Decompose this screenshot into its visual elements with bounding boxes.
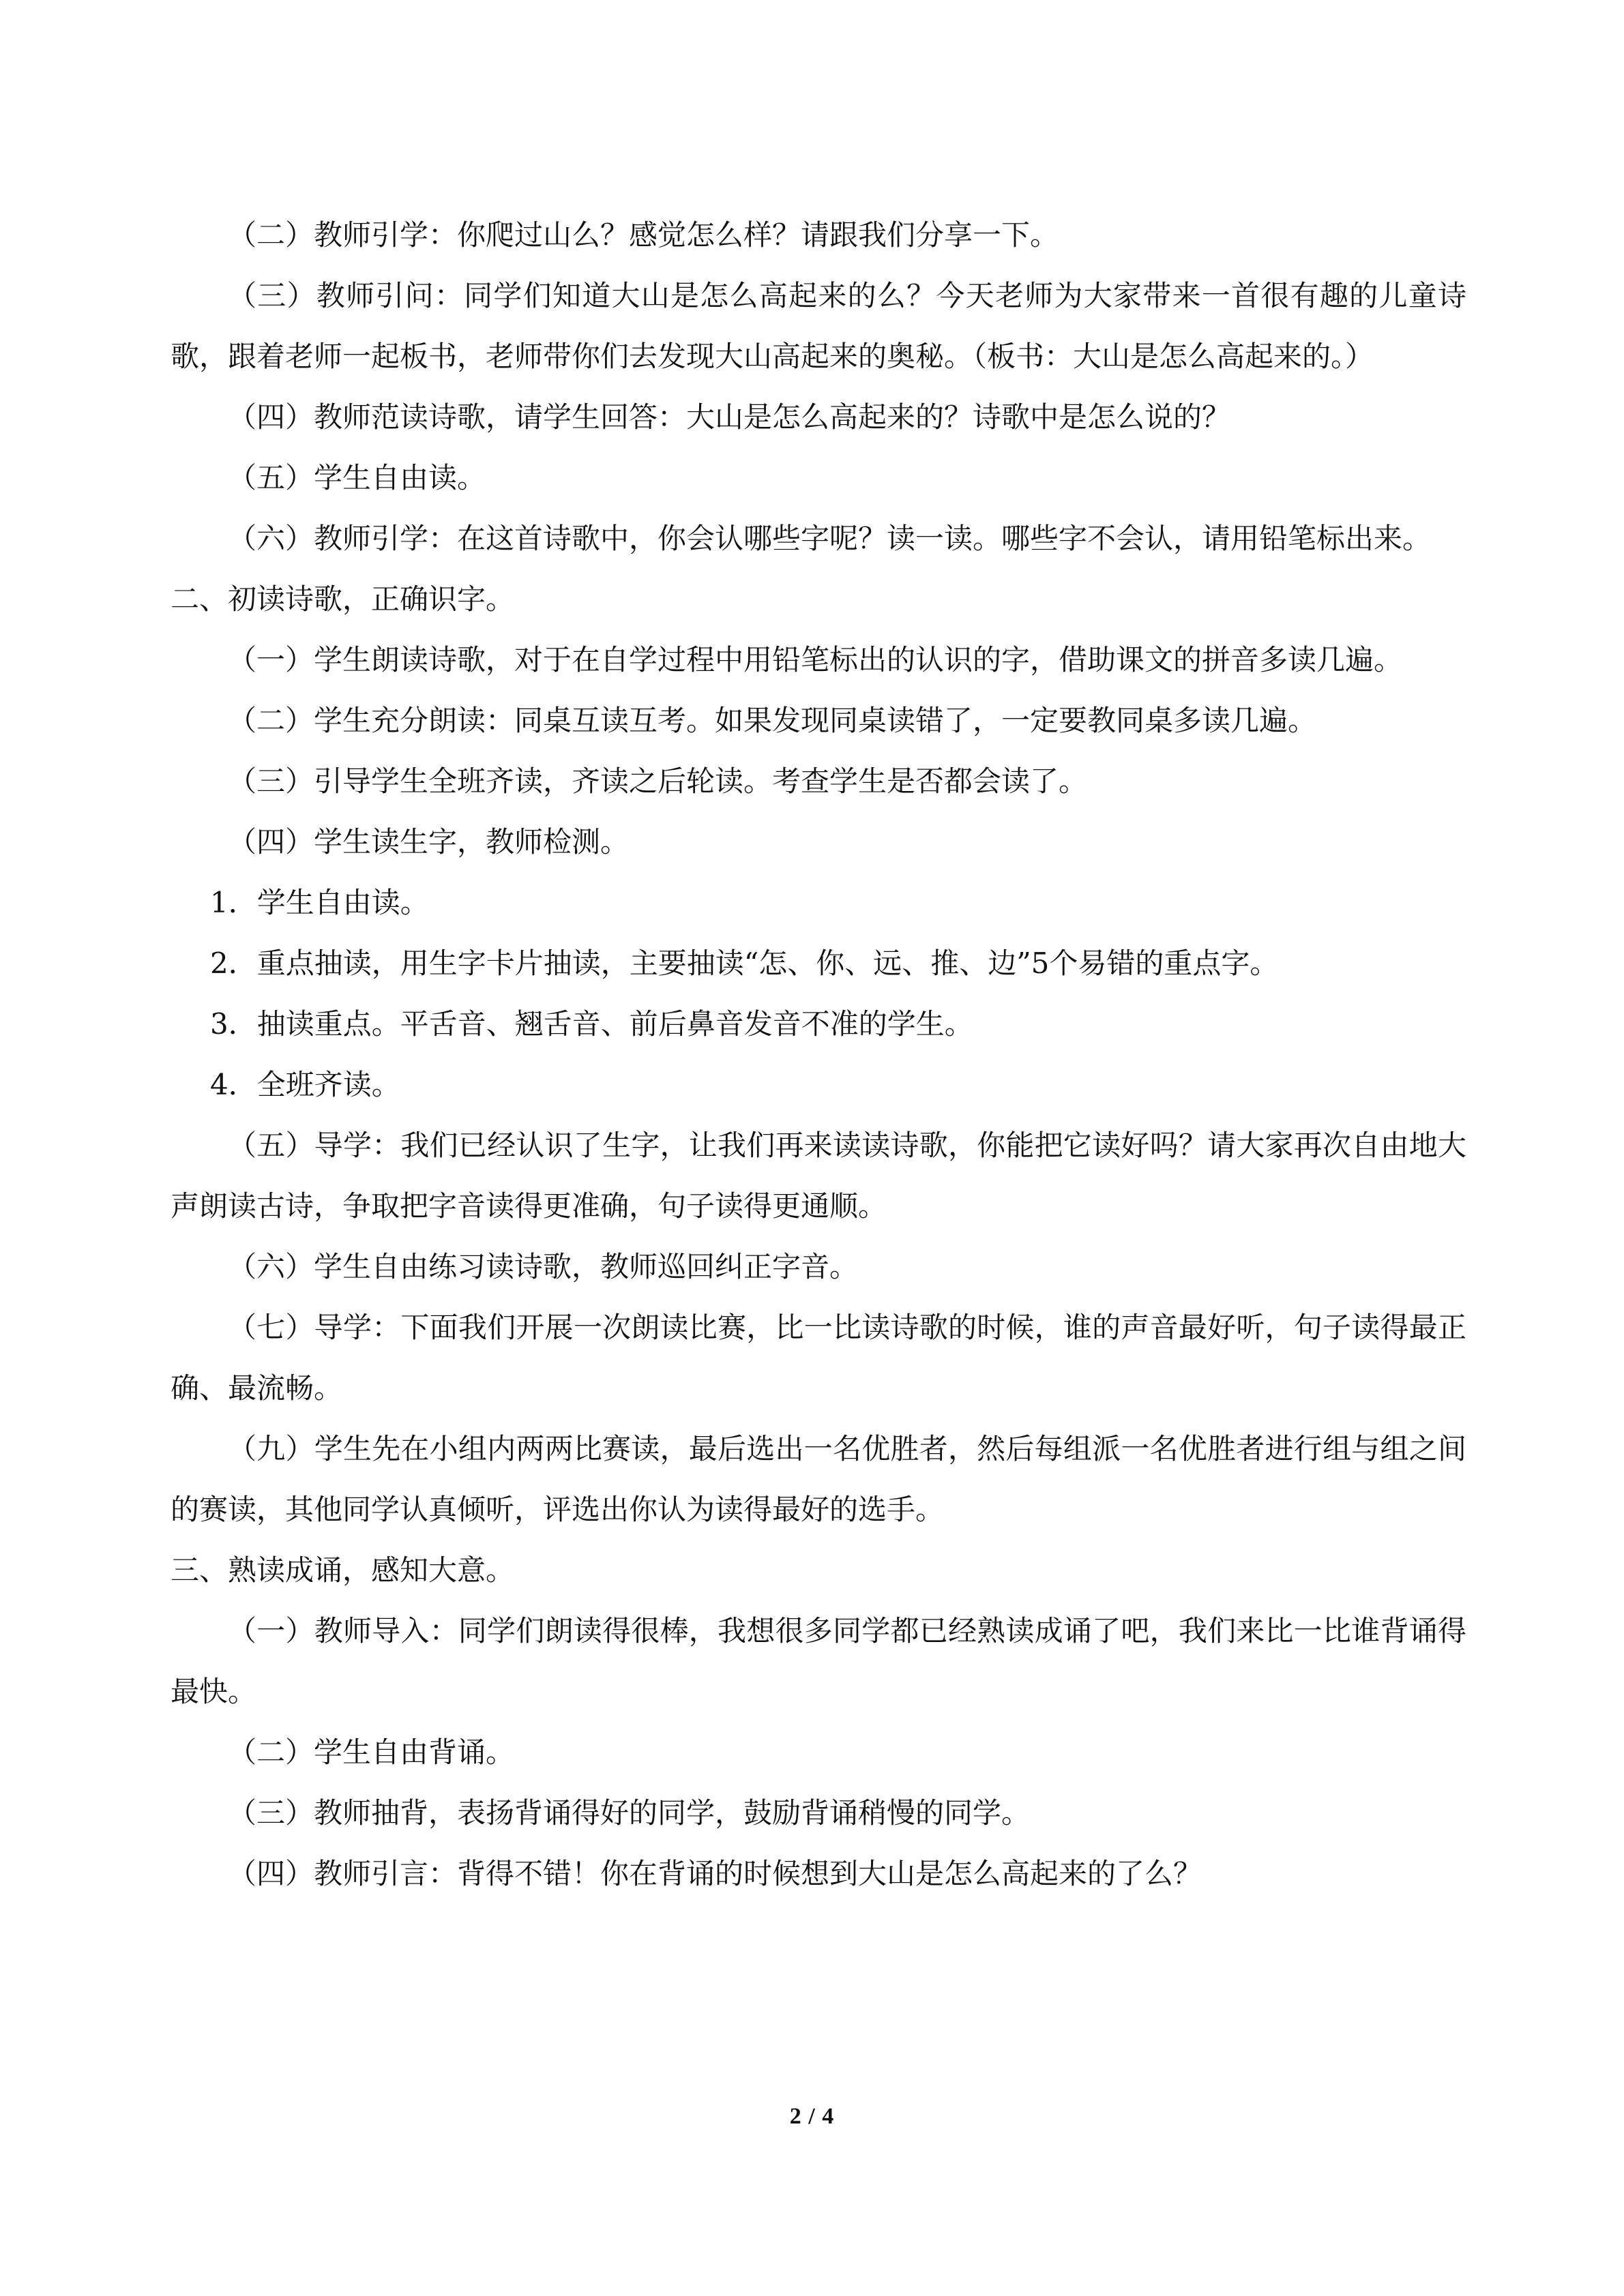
paragraph: （三）引导学生全班齐读，齐读之后轮读。考查学生是否都会读了。 bbox=[228, 764, 1088, 798]
paragraph: （九）学生先在小组内两两比赛读，最后选出一名优胜者，然后每组派一名优胜者进行组与组之间的赛读，其他同学认真倾听，评选出你认为读得最好的选手。 bbox=[171, 1432, 1466, 1526]
document-body bbox=[171, 205, 1466, 1904]
paragraph: （五）导学：我们已经认识了生字，让我们再来读读诗歌，你能把它读好吗？请大家再次自由地大声朗读古诗，争取把字音读得更准确，句子读得更通顺。 bbox=[171, 1129, 1466, 1223]
paragraph: 4．全班齐读。 bbox=[210, 1068, 400, 1101]
paragraph: （二）教师引学：你爬过山么？感觉怎么样？请跟我们分享一下。 bbox=[228, 218, 1059, 252]
section-heading: 二、初读诗歌，正确识字。 bbox=[171, 582, 515, 616]
paragraph: （一）学生朗读诗歌，对于在自学过程中用铅笔标出的认识的字，借助课文的拼音多读几遍。 bbox=[228, 643, 1403, 676]
paragraph: （六）教师引学：在这首诗歌中，你会认哪些字呢？读一读。哪些字不会认，请用铅笔标出来。 bbox=[228, 522, 1432, 555]
paragraph: 3．抽读重点。平舌音、翘舌音、前后鼻音发音不准的学生。 bbox=[210, 1007, 973, 1041]
paragraph: （六）学生自由练习读诗歌，教师巡回纠正字音。 bbox=[228, 1250, 859, 1283]
paragraph: （四）教师范读诗歌，请学生回答：大山是怎么高起来的？诗歌中是怎么说的？ bbox=[228, 400, 1231, 434]
paragraph: （五）学生自由读。 bbox=[228, 461, 486, 494]
paragraph: 1．学生自由读。 bbox=[210, 886, 429, 919]
paragraph: （三）教师抽背，表扬背诵得好的同学，鼓励背诵稍慢的同学。 bbox=[228, 1796, 1031, 1830]
paragraph: （二）学生自由背诵。 bbox=[228, 1735, 515, 1769]
paragraph: （四）教师引言：背得不错！你在背诵的时候想到大山是怎么高起来的了么？ bbox=[228, 1857, 1202, 1890]
paragraph: 2．重点抽读，用生字卡片抽读，主要抽读“怎、你、远、推、边”5个易错的重点字。 bbox=[210, 946, 1279, 980]
page-number: 2 / 4 bbox=[789, 2104, 835, 2129]
paragraph: （四）学生读生字，教师检测。 bbox=[228, 825, 630, 859]
paragraph: （一）教师导入：同学们朗读得很棒，我想很多同学都已经熟读成诵了吧，我们来比一比谁背诵得最快。 bbox=[171, 1614, 1466, 1708]
section-heading: 三、熟读成诵，感知大意。 bbox=[171, 1553, 515, 1587]
paragraph: （三）教师引问：同学们知道大山是怎么高起来的么？今天老师为大家带来一首很有趣的儿童诗歌，跟着老师一起板书，老师带你们去发现大山高起来的奥秘。（板书：大山是怎么高起来的。） bbox=[171, 279, 1466, 373]
paragraph: （七）导学：下面我们开展一次朗读比赛，比一比读诗歌的时候，谁的声音最好听，句子读得最正确、最流畅。 bbox=[171, 1311, 1466, 1405]
paragraph: （二）学生充分朗读：同桌互读互考。如果发现同桌读错了，一定要教同桌多读几遍。 bbox=[228, 704, 1317, 737]
